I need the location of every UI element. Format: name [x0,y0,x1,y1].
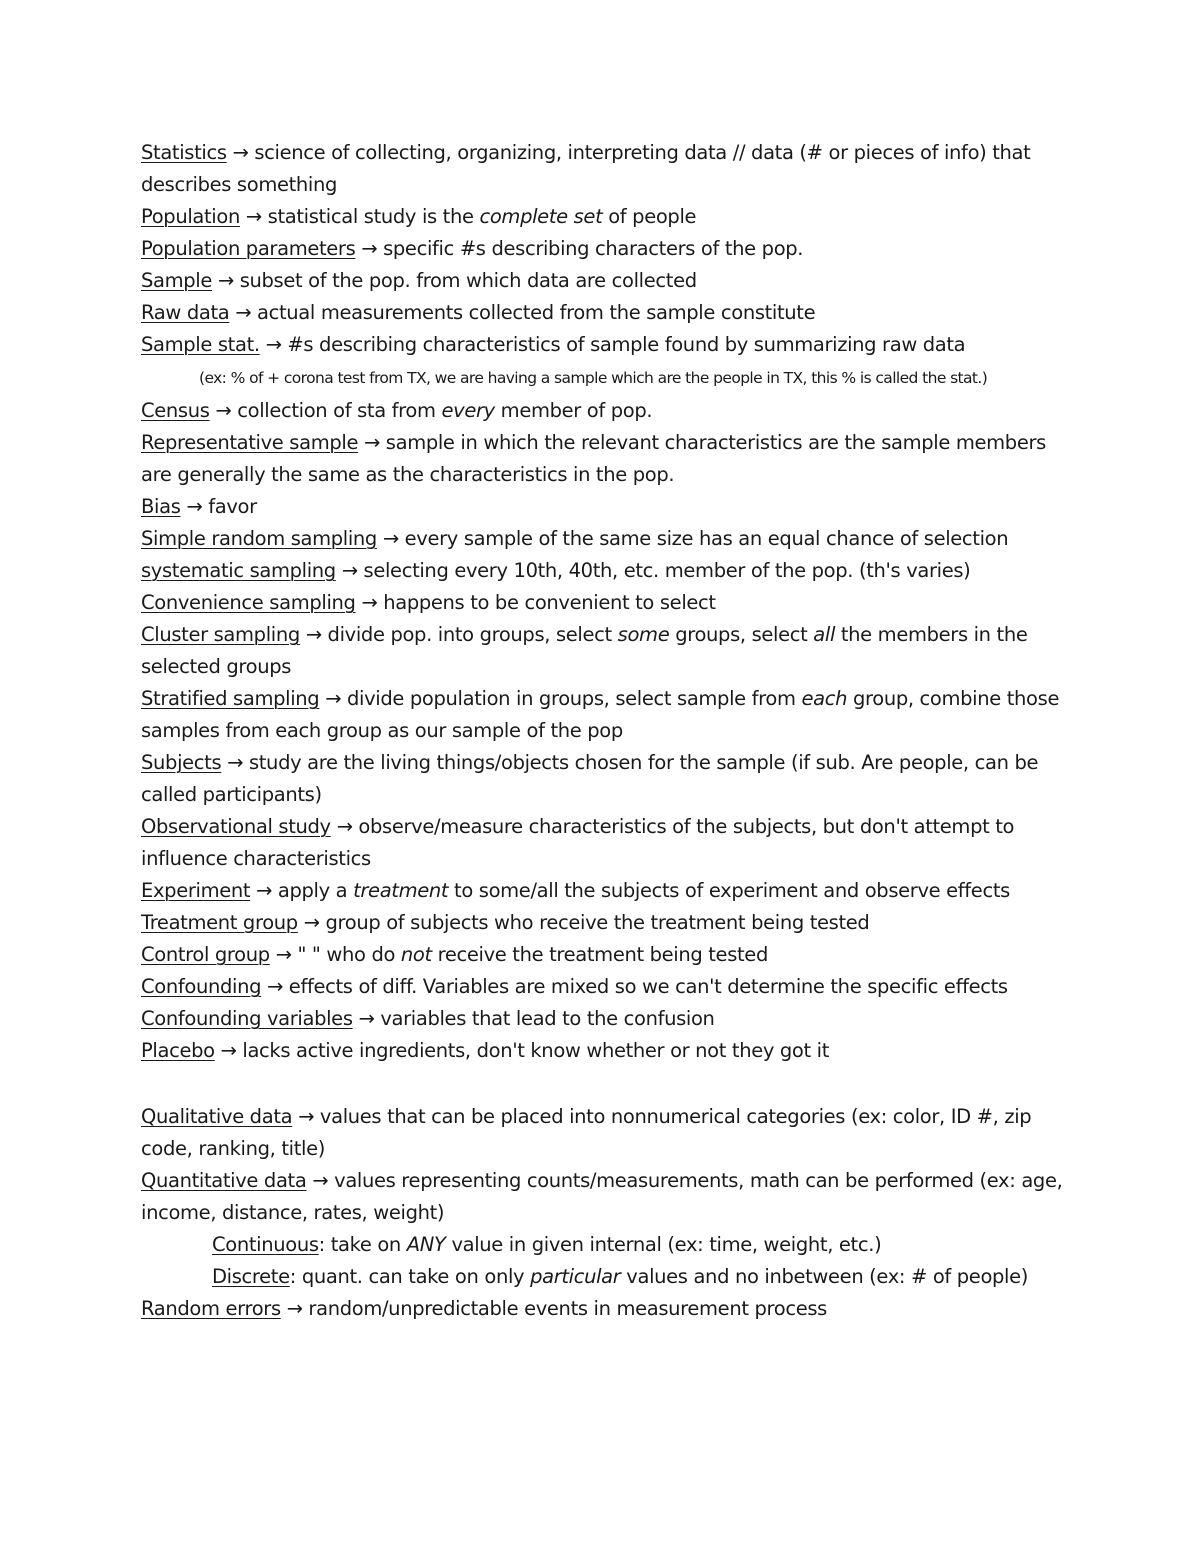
term-label: Confounding variables [141,1007,353,1030]
definition-entry [141,297,1071,329]
definition-entry [141,137,1071,201]
term-label: Qualitative data [141,1105,293,1128]
term-label: Raw data [141,301,230,324]
definition-text: → lacks active ingredients, don't know whether or not they got it [214,1039,830,1062]
definition-text: → collection of sta from [209,399,442,422]
definition-text: : take on [318,1233,407,1256]
definition-entry [141,1101,1071,1165]
term-label: Stratified sampling [141,687,320,710]
definition-entry [141,233,1071,265]
definition-text: receive the treatment being tested [431,943,768,966]
term-label: Convenience sampling [141,591,356,614]
term-label: Simple random sampling [141,527,377,550]
definition-entry [141,1229,1071,1261]
definition-text: → every sample of the same size has an equal chance of selection [376,527,1009,550]
term-label: Observational study [141,815,331,838]
definition-text: values and no inbetween (ex: # of people) [620,1265,1029,1288]
term-label: Population parameters [141,237,356,260]
definition-entry [141,201,1071,233]
emphasis-text: every [441,399,495,422]
term-label: systematic sampling [141,559,336,582]
emphasis-text: all [813,623,836,646]
definition-entry [141,907,1071,939]
definition-text: → #s describing characteristics of sample found by summarizing raw data [259,333,966,356]
term-label: Treatment group [141,911,298,934]
definition-text: to some/all the subjects of experiment and observe effects [448,879,1010,902]
definition-text: → apply a [250,879,354,902]
definition-text: value in given internal (ex: time, weight, etc.) [445,1233,882,1256]
definition-entry [141,1165,1071,1229]
term-label: Discrete [212,1265,290,1288]
emphasis-text: ANY [406,1233,446,1256]
notes-page [141,137,1071,1325]
definition-entry [141,619,1071,683]
term-label: Representative sample [141,431,359,454]
definition-entry [141,939,1071,971]
definition-entry [141,683,1071,747]
term-label: Continuous [212,1233,319,1256]
definition-entry [141,875,1071,907]
definition-text: → variables that lead to the confusion [352,1007,715,1030]
emphasis-text: not [400,943,432,966]
definition-text: → values representing counts/measurements, math can be performed (ex: age, income, distance, rates, weight) [141,1169,1063,1224]
definition-text: → selecting every 10th, 40th, etc. member of the pop. (th's varies) [335,559,971,582]
definition-text: groups, select [669,623,814,646]
definition-text: → sample in which the relevant characteristics are the sample members are generally the same as the characteristics in the pop. [141,431,1046,486]
definition-text: group, combine those samples from each group as our sample of the pop [141,687,1060,742]
term-label: Quantitative data [141,1169,307,1192]
definition-text: → statistical study is the [239,205,480,228]
term-label: Placebo [141,1039,215,1062]
definition-entry [141,329,1071,361]
emphasis-text: treatment [353,879,449,902]
definition-text: : quant. can take on only [289,1265,531,1288]
definition-entry [141,523,1071,555]
emphasis-text: particular [530,1265,621,1288]
term-label: Control group [141,943,270,966]
term-label: Bias [141,495,181,518]
definition-text: the members in the selected groups [141,623,1028,678]
definition-text: → effects of diff. Variables are mixed so we can't determine the specific effects [261,975,1008,998]
blank-line [141,1067,1071,1101]
definition-entry [141,427,1071,491]
definition-entry [141,395,1071,427]
term-label: Random errors [141,1297,281,1320]
definition-entry [141,1293,1071,1325]
term-label: Statistics [141,141,227,164]
term-label: Cluster sampling [141,623,300,646]
definition-entry [141,1035,1071,1067]
definition-text: → subset of the pop. from which data are collected [212,269,697,292]
definition-text: → science of collecting, organizing, interpreting data // data (# or pieces of info) that describes something [141,141,1031,196]
term-label: Population [141,205,240,228]
emphasis-text: some [617,623,670,646]
definition-text: of people [602,205,697,228]
definition-text: → specific #s describing characters of the pop. [355,237,804,260]
definition-entry [141,265,1071,297]
definition-text: → actual measurements collected from the sample constitute [229,301,816,324]
definition-text: → random/unpredictable events in measurement process [280,1297,827,1320]
emphasis-text: complete set [479,205,603,228]
term-label: Sample stat. [141,333,260,356]
definition-entry [141,1261,1071,1293]
definition-text: → group of subjects who receive the treatment being tested [297,911,870,934]
definition-text: → " " who do [269,943,401,966]
definition-entry [141,971,1071,1003]
definition-text: → divide population in groups, select sample from [319,687,802,710]
example-note: (ex: % of + corona test from TX, we are having a sample which are the people in TX, this % is called the stat.) [199,369,988,387]
definition-text: → observe/measure characteristics of the subjects, but don't attempt to influence characteristics [141,815,1015,870]
definition-entry [141,555,1071,587]
definition-entry [141,1003,1071,1035]
definition-entry [141,587,1071,619]
definition-text: → divide pop. into groups, select [299,623,618,646]
emphasis-text: each [801,687,848,710]
definition-text: → study are the living things/objects chosen for the sample (if sub. Are people, can be called participants) [141,751,1039,806]
term-label: Sample [141,269,213,292]
definition-text: → happens to be convenient to select [355,591,716,614]
definition-text: member of pop. [494,399,653,422]
term-label: Experiment [141,879,251,902]
definition-entry [141,491,1071,523]
term-label: Confounding [141,975,262,998]
definition-text: → values that can be placed into nonnumerical categories (ex: color, ID #, zip code, ranking, title) [141,1105,1032,1160]
term-label: Census [141,399,210,422]
definition-entry [141,811,1071,875]
definition-text: → favor [180,495,257,518]
definition-entry [141,747,1071,811]
term-label: Subjects [141,751,222,774]
